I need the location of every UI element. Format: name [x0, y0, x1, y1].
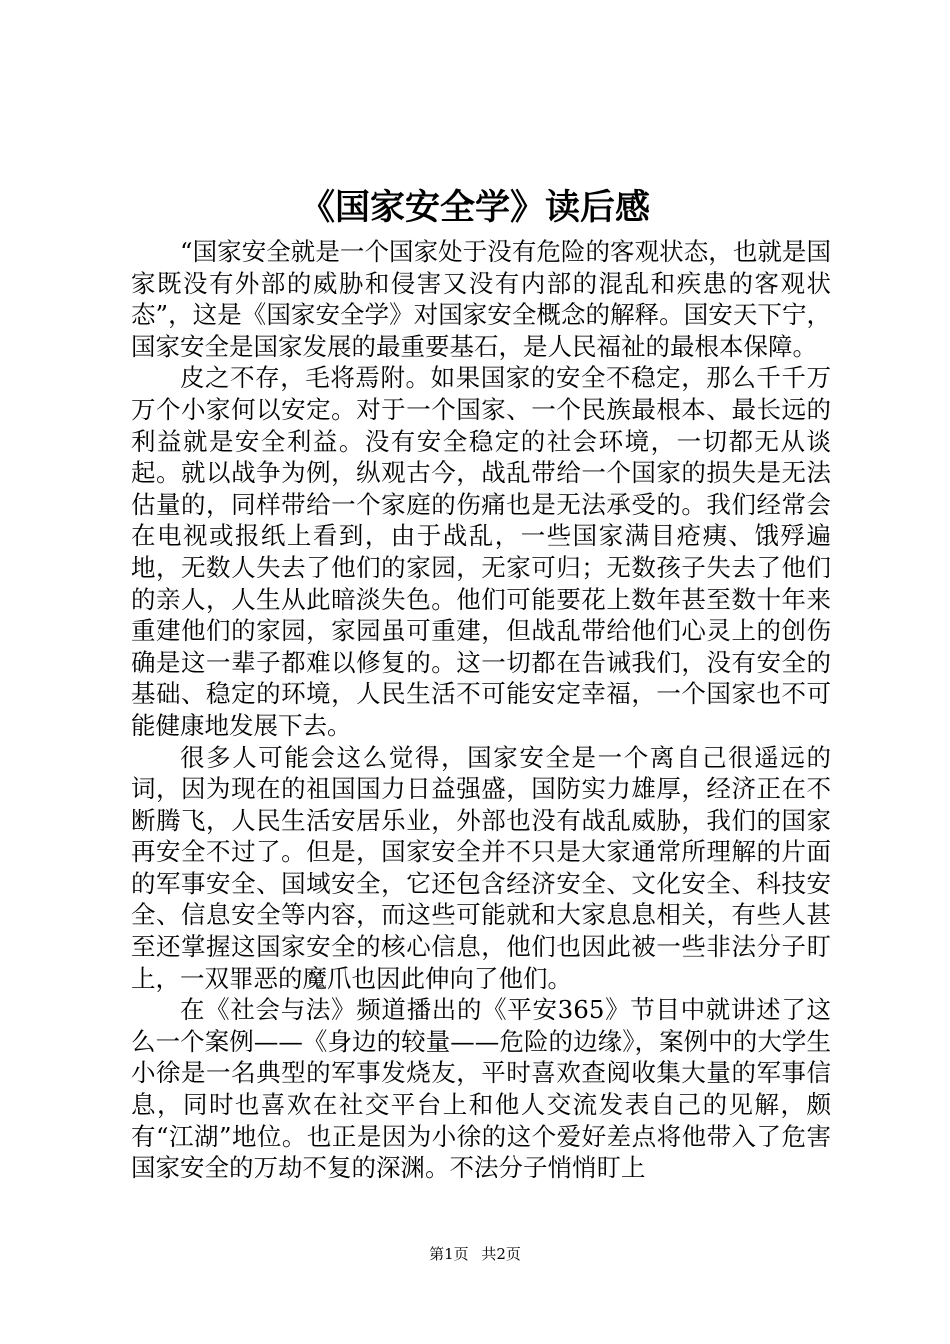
page-footer — [0, 1244, 950, 1264]
document-title: 《国家安全学》读后感 — [299, 187, 650, 228]
page-number: 第1页 — [429, 1245, 469, 1263]
paragraph-1: “国家安全就是一个国家处于没有危险的客观状态，也就是国家既没有外部的威胁和侵害又没有内部的混乱和疾患的客观状态”，这是《国家安全学》对国家安全概念的解释。国安天下宁，国家安全是国家发展的最重要基石，是人民福祉的最根本保障。 — [131, 237, 831, 361]
document-body — [131, 236, 831, 1184]
paragraph-2: 皮之不存，毛将焉附。如果国家的安全不稳定，那么千千万万个小家何以安定。对于一个国家、一个民族最根本、最长远的利益就是安全利益。没有安全稳定的社会环境，一切都无从谈起。就以战争为例，纵观古今，战乱带给一个国家的损失是无法估量的，同样带给一个家庭的伤痛也是无法承受的。我们经常会在电视或报纸上看到，由于战乱，一些国家满目疮痍、饿殍遍地，无数人失去了他们的家园，无家可归；无数孩子失去了他们的亲人，人生从此暗淡失色。他们可能要花上数年甚至数十年来重建他们的家园，家园虽可重建，但战乱带给他们心灵上的创伤确是这一辈子都难以修复的。这一切都在告诫我们，没有安全的基础、稳定的环境，人民生活不可能安定幸福，一个国家也不可能健康地发展下去。 — [131, 363, 831, 740]
page-total: 共2页 — [481, 1245, 521, 1263]
paragraph-4: 在《社会与法》频道播出的《平安365》节目中就讲述了这么一个案例——《身边的较量——危险的边缘》，案例中的大学生小徐是一名典型的军事发烧友，平时喜欢查阅收集大量的军事信息，同时也喜欢在社交平台上和他人交流发表自己的见解，颇有“江湖”地位。也正是因为小徐的这个爱好差点将他带入了危害国家安全的万劫不复的深渊。不法分子悄悄盯上 — [131, 995, 831, 1183]
paragraph-3: 很多人可能会这么觉得，国家安全是一个离自己很遥远的词，因为现在的祖国国力日益强盛，国防实力雄厚，经济正在不断腾飞，人民生活安居乐业，外部也没有战乱威胁，我们的国家再安全不过了。但是，国家安全并不只是大家通常所理解的片面的军事安全、国域安全，它还包含经济安全、文化安全、科技安全、信息安全等内容，而这些可能就和大家息息相关，有些人甚至还掌握这国家安全的核心信息，他们也因此被一些非法分子盯上，一双罪恶的魔爪也因此伸向了他们。 — [131, 742, 831, 993]
